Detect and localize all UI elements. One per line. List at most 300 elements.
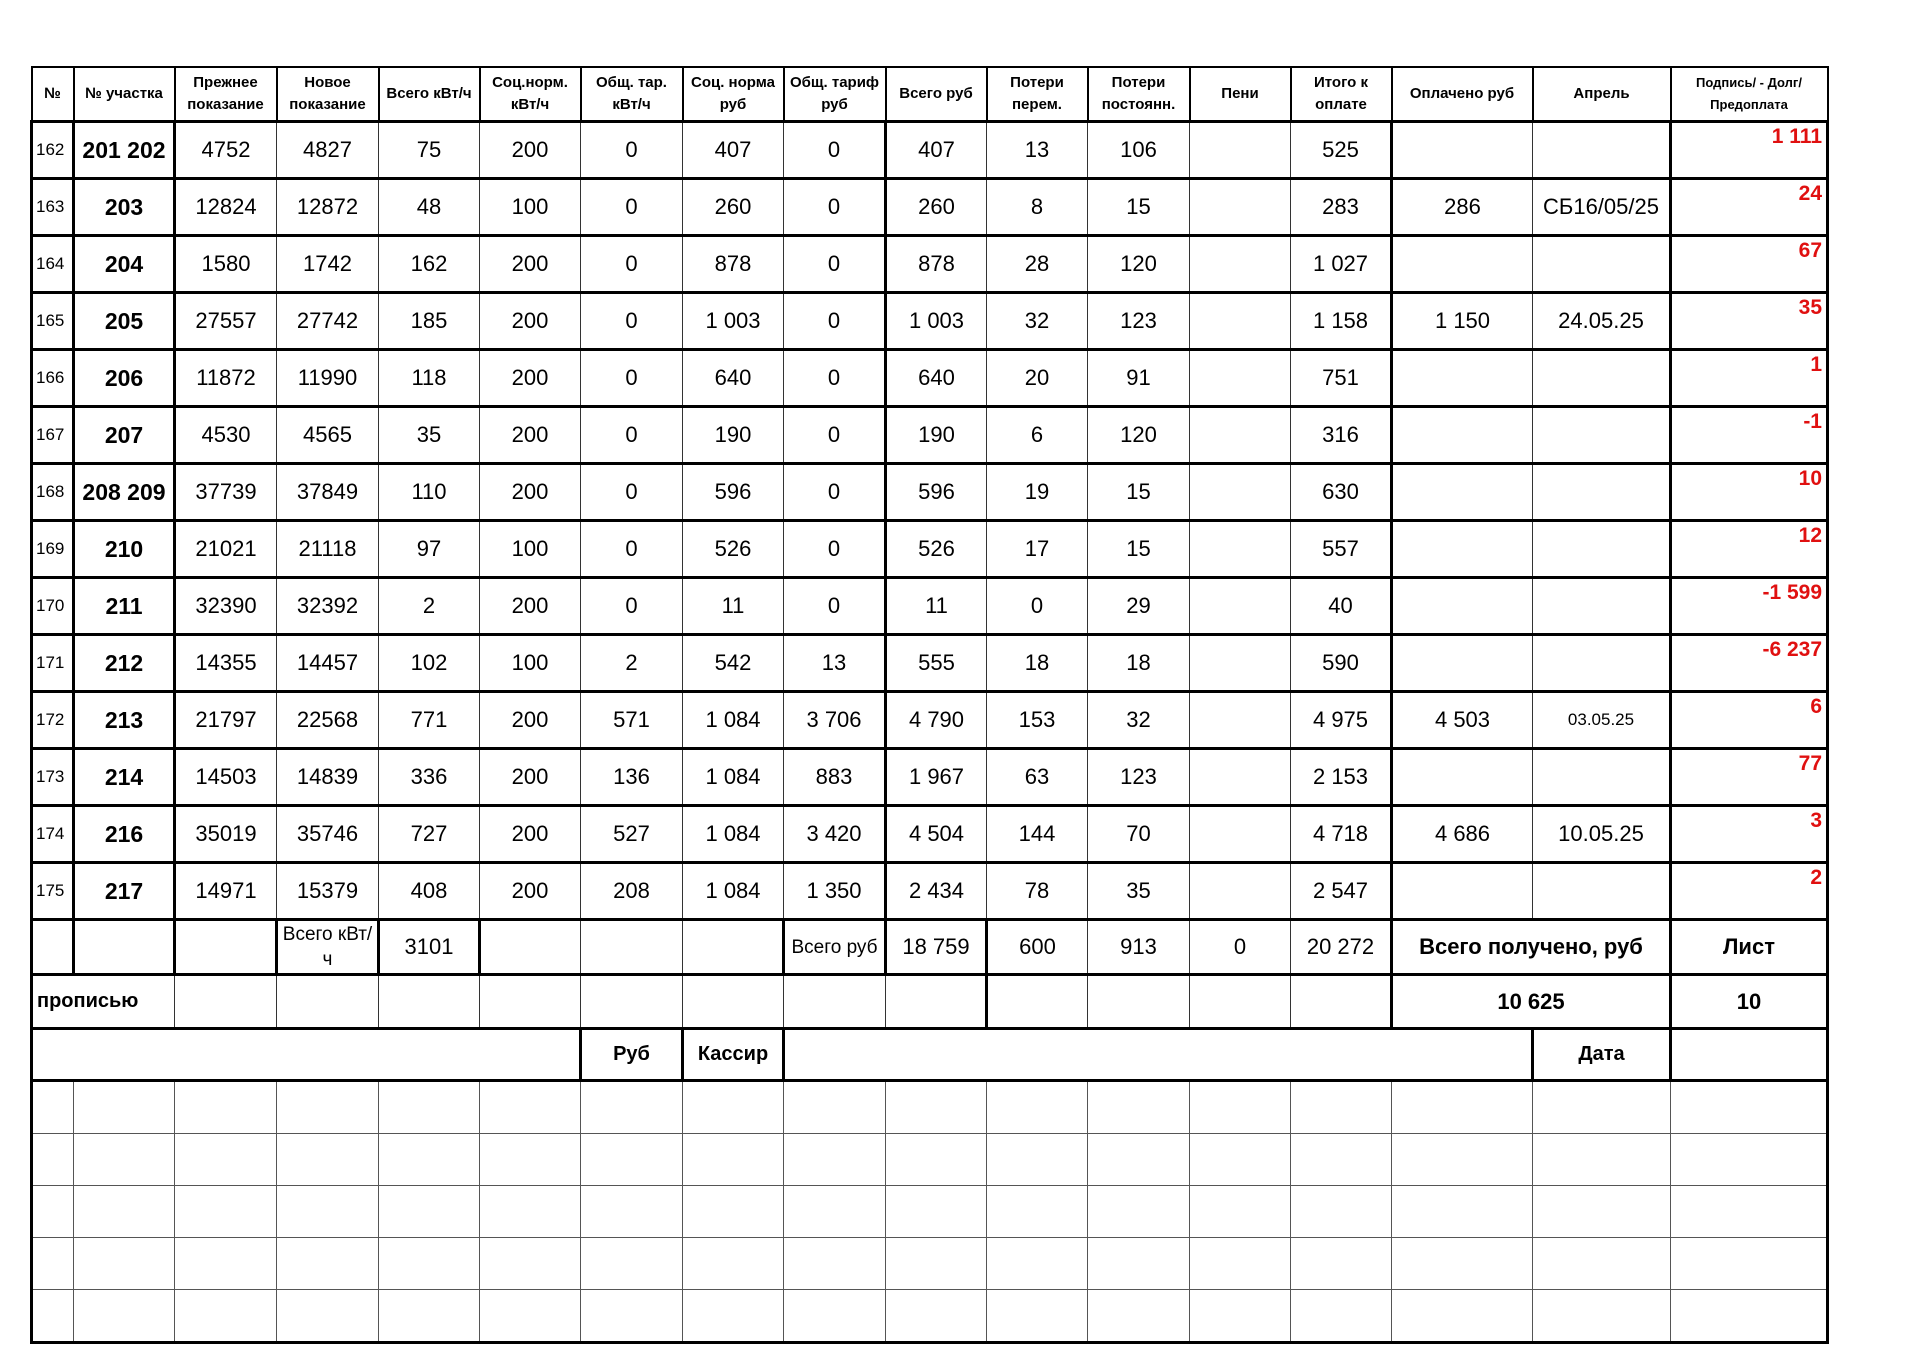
- cell-paid: 1 150: [1392, 293, 1533, 350]
- cell-soc-kwh: 200: [480, 578, 581, 635]
- empty-cell: [277, 1290, 379, 1343]
- empty-cell: [683, 1134, 784, 1186]
- cell-kwh: 35: [379, 407, 480, 464]
- cell-paid: [1392, 578, 1533, 635]
- cell-kwh: 2: [379, 578, 480, 635]
- empty-cell: [886, 1186, 987, 1238]
- cell-total-rub: 596: [886, 464, 987, 521]
- totals-fine: 0: [1190, 920, 1291, 975]
- cell-total-rub: 2 434: [886, 863, 987, 920]
- cell-loss-var: 63: [987, 749, 1088, 806]
- empty-cell: [1671, 1290, 1828, 1343]
- empty-cell: [683, 1186, 784, 1238]
- cell-n: 174: [32, 806, 74, 863]
- empty-cell: [1533, 1081, 1671, 1134]
- cell-loss-const: 120: [1088, 236, 1190, 293]
- empty-cell: [480, 1186, 581, 1238]
- empty-cell: [379, 1290, 480, 1343]
- empty-cell: [1291, 975, 1392, 1029]
- cell-n: 170: [32, 578, 74, 635]
- cell-gen-kwh: 527: [581, 806, 683, 863]
- cell-total-rub: 11: [886, 578, 987, 635]
- cell-total-rub: 4 790: [886, 692, 987, 749]
- totals-kwh-label: Всего кВт/ч: [277, 920, 379, 975]
- empty-cell: [1088, 1081, 1190, 1134]
- cell-balance: 6: [1671, 692, 1828, 749]
- cell-fine: [1190, 179, 1291, 236]
- cell-new: 12872: [277, 179, 379, 236]
- cell-gen-kwh: 136: [581, 749, 683, 806]
- cell-balance: 2: [1671, 863, 1828, 920]
- cell-fine: [1190, 122, 1291, 179]
- empty-cell: [379, 975, 480, 1029]
- cell-prev: 14503: [175, 749, 277, 806]
- cell-loss-const: 91: [1088, 350, 1190, 407]
- cashier-label: Кассир: [683, 1029, 784, 1081]
- header-col-prev-reading: Прежнее показание: [175, 67, 277, 122]
- cell-to-pay: 1 027: [1291, 236, 1392, 293]
- empty-cell: [74, 1081, 175, 1134]
- empty-cell: [277, 1238, 379, 1290]
- cell-gen-kwh: 0: [581, 293, 683, 350]
- cell-n: 165: [32, 293, 74, 350]
- cell-soc-kwh: 200: [480, 749, 581, 806]
- cell-soc-kwh: 200: [480, 863, 581, 920]
- blank-row: [32, 1134, 1828, 1186]
- empty-cell: [784, 1238, 886, 1290]
- cell-n: 168: [32, 464, 74, 521]
- cell-loss-var: 6: [987, 407, 1088, 464]
- empty-cell: [379, 1238, 480, 1290]
- cell-new: 37849: [277, 464, 379, 521]
- cell-total-rub: 1 967: [886, 749, 987, 806]
- cell-n: 163: [32, 179, 74, 236]
- empty-cell: [1671, 1029, 1828, 1081]
- empty-cell: [379, 1081, 480, 1134]
- cell-prev: 4752: [175, 122, 277, 179]
- empty-cell: [886, 975, 987, 1029]
- empty-cell: [1291, 1081, 1392, 1134]
- cell-to-pay: 283: [1291, 179, 1392, 236]
- cell-n: 173: [32, 749, 74, 806]
- empty-cell: [1088, 975, 1190, 1029]
- cell-new: 14457: [277, 635, 379, 692]
- empty-cell: [683, 920, 784, 975]
- cell-gen-kwh: 0: [581, 350, 683, 407]
- cell-new: 27742: [277, 293, 379, 350]
- table-row: [32, 179, 1828, 236]
- cell-april: [1533, 635, 1671, 692]
- cell-to-pay: 2 153: [1291, 749, 1392, 806]
- empty-cell: [581, 1186, 683, 1238]
- cell-kwh: 771: [379, 692, 480, 749]
- cell-new: 15379: [277, 863, 379, 920]
- cell-to-pay: 4 718: [1291, 806, 1392, 863]
- table-row: [32, 464, 1828, 521]
- cell-new: 32392: [277, 578, 379, 635]
- empty-cell: [784, 1134, 886, 1186]
- empty-cell: [987, 1238, 1088, 1290]
- cell-to-pay: 2 547: [1291, 863, 1392, 920]
- cell-prev: 32390: [175, 578, 277, 635]
- cell-april: 24.05.25: [1533, 293, 1671, 350]
- empty-cell: [1671, 1134, 1828, 1186]
- header-col-social-rub: Соц. норма руб: [683, 67, 784, 122]
- cell-gen-rub: 13: [784, 635, 886, 692]
- cell-paid: [1392, 122, 1533, 179]
- cell-total-rub: 878: [886, 236, 987, 293]
- header-col-loss-variable: Потери перем.: [987, 67, 1088, 122]
- cell-to-pay: 4 975: [1291, 692, 1392, 749]
- cell-paid: [1392, 521, 1533, 578]
- empty-cell: [480, 975, 581, 1029]
- cell-gen-kwh: 0: [581, 407, 683, 464]
- cell-prev: 11872: [175, 350, 277, 407]
- cell-kwh: 102: [379, 635, 480, 692]
- cell-total-rub: 407: [886, 122, 987, 179]
- empty-cell: [32, 1134, 74, 1186]
- empty-cell: [277, 975, 379, 1029]
- header-col-general-kwh: Общ. тар. кВт/ч: [581, 67, 683, 122]
- cell-balance: 10: [1671, 464, 1828, 521]
- header-col-paid: Оплачено руб: [1392, 67, 1533, 122]
- cell-fine: [1190, 635, 1291, 692]
- cell-prev: 14971: [175, 863, 277, 920]
- cell-plot: 205: [74, 293, 175, 350]
- cell-new: 4827: [277, 122, 379, 179]
- cell-to-pay: 40: [1291, 578, 1392, 635]
- cell-gen-rub: 3 706: [784, 692, 886, 749]
- cell-gen-kwh: 208: [581, 863, 683, 920]
- cell-paid: [1392, 635, 1533, 692]
- cell-loss-var: 19: [987, 464, 1088, 521]
- header-col-plot: № участка: [74, 67, 175, 122]
- empty-cell: [1392, 1081, 1533, 1134]
- cell-fine: [1190, 521, 1291, 578]
- cell-kwh: 110: [379, 464, 480, 521]
- cell-loss-var: 18: [987, 635, 1088, 692]
- cell-loss-var: 144: [987, 806, 1088, 863]
- cell-gen-rub: 0: [784, 407, 886, 464]
- header-col-number: №: [32, 67, 74, 122]
- cashier-row: [32, 1029, 1828, 1081]
- cell-to-pay: 590: [1291, 635, 1392, 692]
- cell-plot: 212: [74, 635, 175, 692]
- empty-cell: [175, 1186, 277, 1238]
- cell-prev: 12824: [175, 179, 277, 236]
- empty-cell: [1291, 1134, 1392, 1186]
- cell-soc-kwh: 200: [480, 236, 581, 293]
- cell-prev: 14355: [175, 635, 277, 692]
- header-col-balance: Подпись/ - Долг/Предоплата: [1671, 67, 1828, 122]
- empty-cell: [784, 1029, 1533, 1081]
- cell-balance: 24: [1671, 179, 1828, 236]
- cell-soc-rub: 1 084: [683, 692, 784, 749]
- cell-balance: -6 237: [1671, 635, 1828, 692]
- cell-loss-var: 28: [987, 236, 1088, 293]
- cell-gen-kwh: 0: [581, 122, 683, 179]
- cell-soc-kwh: 200: [480, 464, 581, 521]
- empty-cell: [277, 1134, 379, 1186]
- cell-to-pay: 316: [1291, 407, 1392, 464]
- cell-loss-const: 35: [1088, 863, 1190, 920]
- empty-cell: [32, 1081, 74, 1134]
- empty-cell: [1392, 1238, 1533, 1290]
- cell-balance: 1: [1671, 350, 1828, 407]
- cell-loss-const: 123: [1088, 749, 1190, 806]
- empty-cell: [74, 920, 175, 975]
- cell-fine: [1190, 350, 1291, 407]
- cell-gen-rub: 883: [784, 749, 886, 806]
- totals-kwh: 3101: [379, 920, 480, 975]
- table-row: [32, 806, 1828, 863]
- cell-fine: [1190, 293, 1291, 350]
- empty-cell: [379, 1186, 480, 1238]
- cell-soc-rub: 1 003: [683, 293, 784, 350]
- cell-fine: [1190, 692, 1291, 749]
- cell-loss-const: 29: [1088, 578, 1190, 635]
- cell-fine: [1190, 749, 1291, 806]
- cell-paid: [1392, 350, 1533, 407]
- cell-soc-kwh: 200: [480, 293, 581, 350]
- cell-total-rub: 526: [886, 521, 987, 578]
- cell-balance: 3: [1671, 806, 1828, 863]
- table-row: [32, 692, 1828, 749]
- date-label: Дата: [1533, 1029, 1671, 1081]
- empty-cell: [1190, 1081, 1291, 1134]
- blank-row: [32, 1081, 1828, 1134]
- cell-plot: 217: [74, 863, 175, 920]
- cell-prev: 1580: [175, 236, 277, 293]
- empty-cell: [1088, 1134, 1190, 1186]
- empty-cell: [1533, 1186, 1671, 1238]
- cell-april: [1533, 236, 1671, 293]
- cell-loss-const: 106: [1088, 122, 1190, 179]
- cell-n: 171: [32, 635, 74, 692]
- empty-cell: [987, 975, 1088, 1029]
- cell-new: 22568: [277, 692, 379, 749]
- cell-balance: -1: [1671, 407, 1828, 464]
- cell-fine: [1190, 578, 1291, 635]
- cell-soc-rub: 1 084: [683, 749, 784, 806]
- cell-loss-const: 15: [1088, 521, 1190, 578]
- empty-cell: [784, 1290, 886, 1343]
- empty-cell: [886, 1290, 987, 1343]
- header-col-total-kwh: Всего кВт/ч: [379, 67, 480, 122]
- cell-soc-rub: 190: [683, 407, 784, 464]
- cell-april: 03.05.25: [1533, 692, 1671, 749]
- empty-cell: [683, 975, 784, 1029]
- cell-kwh: 408: [379, 863, 480, 920]
- table-row: [32, 578, 1828, 635]
- cell-fine: [1190, 806, 1291, 863]
- empty-cell: [581, 920, 683, 975]
- cell-gen-rub: 0: [784, 122, 886, 179]
- empty-cell: [32, 920, 74, 975]
- empty-cell: [1671, 1186, 1828, 1238]
- cell-n: 175: [32, 863, 74, 920]
- empty-cell: [581, 975, 683, 1029]
- header-col-social-kwh: Соц.норм. кВт/ч: [480, 67, 581, 122]
- empty-cell: [581, 1238, 683, 1290]
- cell-plot: 213: [74, 692, 175, 749]
- cell-loss-const: 120: [1088, 407, 1190, 464]
- cell-total-rub: 1 003: [886, 293, 987, 350]
- empty-cell: [987, 1186, 1088, 1238]
- in-words-row: [32, 975, 1828, 1029]
- cell-soc-kwh: 200: [480, 350, 581, 407]
- cell-new: 1742: [277, 236, 379, 293]
- cell-balance: 67: [1671, 236, 1828, 293]
- empty-cell: [1190, 975, 1291, 1029]
- cell-prev: 4530: [175, 407, 277, 464]
- cell-new: 35746: [277, 806, 379, 863]
- empty-cell: [1291, 1290, 1392, 1343]
- cell-new: 14839: [277, 749, 379, 806]
- cell-plot: 204: [74, 236, 175, 293]
- cell-prev: 21021: [175, 521, 277, 578]
- empty-cell: [581, 1290, 683, 1343]
- empty-cell: [1190, 1186, 1291, 1238]
- empty-cell: [175, 1134, 277, 1186]
- empty-cell: [1291, 1186, 1392, 1238]
- cell-april: [1533, 464, 1671, 521]
- cell-new: 4565: [277, 407, 379, 464]
- empty-cell: [480, 1081, 581, 1134]
- electricity-payment-table: [30, 66, 1829, 1344]
- cell-fine: [1190, 863, 1291, 920]
- table-row: [32, 350, 1828, 407]
- cell-paid: 286: [1392, 179, 1533, 236]
- cell-new: 11990: [277, 350, 379, 407]
- cell-april: [1533, 521, 1671, 578]
- blank-row: [32, 1186, 1828, 1238]
- empty-cell: [74, 1186, 175, 1238]
- cell-april: [1533, 749, 1671, 806]
- cell-prev: 37739: [175, 464, 277, 521]
- empty-cell: [480, 1290, 581, 1343]
- cell-gen-rub: 0: [784, 350, 886, 407]
- cell-new: 21118: [277, 521, 379, 578]
- empty-cell: [175, 1290, 277, 1343]
- totals-sheet-label: Лист: [1671, 920, 1828, 975]
- cell-april: [1533, 578, 1671, 635]
- cell-to-pay: 1 158: [1291, 293, 1392, 350]
- header-col-general-rub: Общ. тариф руб: [784, 67, 886, 122]
- cell-plot: 216: [74, 806, 175, 863]
- cell-gen-kwh: 2: [581, 635, 683, 692]
- cell-n: 164: [32, 236, 74, 293]
- cell-gen-rub: 3 420: [784, 806, 886, 863]
- header-col-new-reading: Новое показание: [277, 67, 379, 122]
- cell-paid: [1392, 464, 1533, 521]
- cell-soc-kwh: 100: [480, 521, 581, 578]
- cell-loss-var: 13: [987, 122, 1088, 179]
- empty-cell: [683, 1238, 784, 1290]
- header-col-to-pay: Итого к оплате: [1291, 67, 1392, 122]
- empty-cell: [1190, 1134, 1291, 1186]
- empty-cell: [683, 1081, 784, 1134]
- cell-fine: [1190, 464, 1291, 521]
- cell-soc-rub: 596: [683, 464, 784, 521]
- empty-cell: [175, 920, 277, 975]
- cell-paid: [1392, 236, 1533, 293]
- cell-prev: 27557: [175, 293, 277, 350]
- cell-loss-var: 78: [987, 863, 1088, 920]
- cell-loss-var: 32: [987, 293, 1088, 350]
- cell-soc-kwh: 100: [480, 179, 581, 236]
- empty-cell: [480, 1134, 581, 1186]
- empty-cell: [581, 1134, 683, 1186]
- cell-soc-rub: 526: [683, 521, 784, 578]
- cell-n: 166: [32, 350, 74, 407]
- cell-paid: 4 503: [1392, 692, 1533, 749]
- cell-total-rub: 260: [886, 179, 987, 236]
- cell-balance: 1 111: [1671, 122, 1828, 179]
- received-amount: 10 625: [1392, 975, 1671, 1029]
- cell-april: [1533, 863, 1671, 920]
- cell-balance: 12: [1671, 521, 1828, 578]
- totals-received-label: Всего получено, руб: [1392, 920, 1671, 975]
- cell-fine: [1190, 236, 1291, 293]
- empty-cell: [74, 1290, 175, 1343]
- cell-n: 162: [32, 122, 74, 179]
- header-col-loss-constant: Потери постоянн.: [1088, 67, 1190, 122]
- empty-cell: [277, 1186, 379, 1238]
- cell-paid: [1392, 749, 1533, 806]
- empty-cell: [784, 975, 886, 1029]
- cell-soc-rub: 407: [683, 122, 784, 179]
- rub-label: Руб: [581, 1029, 683, 1081]
- cell-prev: 35019: [175, 806, 277, 863]
- cell-soc-kwh: 100: [480, 635, 581, 692]
- empty-cell: [1671, 1238, 1828, 1290]
- cell-april: [1533, 122, 1671, 179]
- cell-kwh: 162: [379, 236, 480, 293]
- cell-n: 172: [32, 692, 74, 749]
- cell-to-pay: 751: [1291, 350, 1392, 407]
- empty-cell: [987, 1134, 1088, 1186]
- cell-plot: 210: [74, 521, 175, 578]
- empty-cell: [277, 1081, 379, 1134]
- cell-april: [1533, 407, 1671, 464]
- cell-soc-rub: 640: [683, 350, 784, 407]
- cell-fine: [1190, 407, 1291, 464]
- totals-to-pay: 20 272: [1291, 920, 1392, 975]
- header-row: [32, 67, 1828, 122]
- table-row: [32, 293, 1828, 350]
- empty-cell: [987, 1290, 1088, 1343]
- cell-gen-kwh: 0: [581, 236, 683, 293]
- cell-soc-rub: 1 084: [683, 863, 784, 920]
- cell-april: [1533, 350, 1671, 407]
- empty-cell: [1190, 1238, 1291, 1290]
- empty-cell: [987, 1081, 1088, 1134]
- blank-row: [32, 1238, 1828, 1290]
- empty-cell: [1392, 1290, 1533, 1343]
- empty-cell: [32, 1029, 581, 1081]
- empty-cell: [581, 1081, 683, 1134]
- cell-balance: 35: [1671, 293, 1828, 350]
- cell-to-pay: 557: [1291, 521, 1392, 578]
- cell-april: 10.05.25: [1533, 806, 1671, 863]
- cell-n: 167: [32, 407, 74, 464]
- header-col-fine: Пени: [1190, 67, 1291, 122]
- cell-loss-const: 123: [1088, 293, 1190, 350]
- cell-plot: 206: [74, 350, 175, 407]
- cell-balance: 77: [1671, 749, 1828, 806]
- cell-loss-const: 15: [1088, 179, 1190, 236]
